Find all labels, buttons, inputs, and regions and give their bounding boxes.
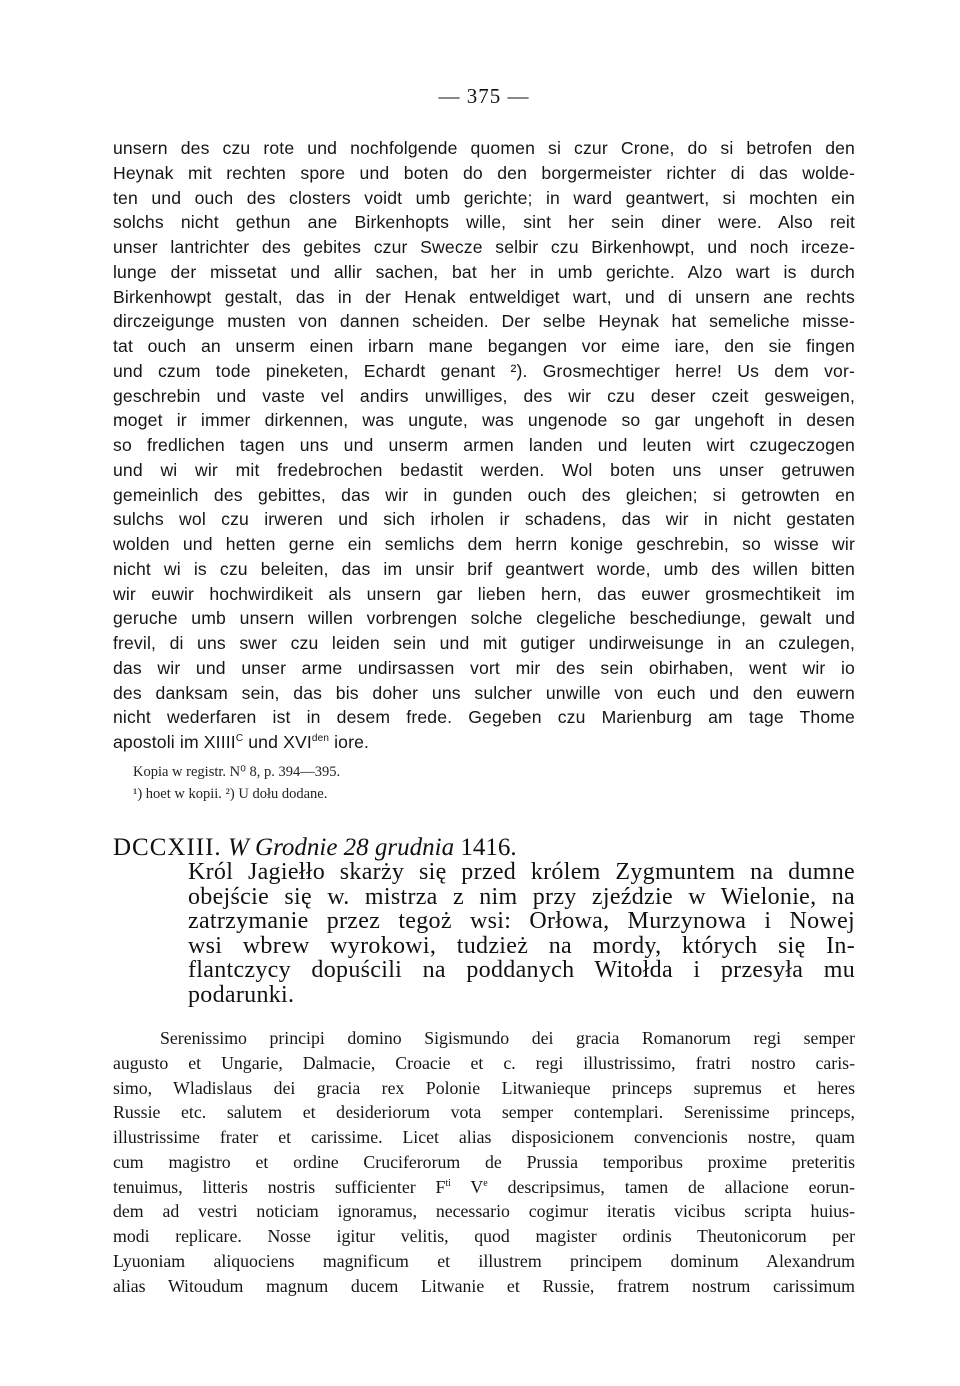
summary-line: obejście się w. mistrza z nim przy zjeździe w Wielonie, na xyxy=(188,883,855,910)
text-line: Lyuoniam aliquociens magnificum et illustrem principem dominum Alexandrum xyxy=(113,1250,855,1271)
text-line: das wir und unser arme undirsassen vort mir des sein obirhaben, went wir io xyxy=(113,657,855,678)
summary-line: Król Jagiełło skarży się przed królem Zygmuntem na dumne xyxy=(188,859,855,885)
text-line: und czum tode pineketen, Echardt genant ²). Grosmechtiger herre! Us dem vor- xyxy=(113,360,855,381)
text-line: unser lantrichter des gebites czur Swecze selbir czu Birkenhowpt, und noch irceze- xyxy=(113,237,855,257)
text-line: lunge der missetat und allir sachen, bat her in umb gerichte. Alzo wart is durch xyxy=(113,261,855,282)
superscript: den xyxy=(311,733,330,744)
text-line: geruche umb unsern willen vorbrengen solche clegeliche beschediunge, gewalt und xyxy=(113,608,855,629)
text-line: unsern des czu rote und nochfolgende quomen si czur Crone, do si betrofen den xyxy=(113,138,855,158)
text-line: moget ir immer dirkennen, was ungute, was ungenode so gar ungehoft in desen xyxy=(113,410,855,431)
text-line: Heynak mit rechten spore und boten do den borgermeister richter di das wolde- xyxy=(113,162,855,183)
text-line: frevil, di uns swer czu leiden sein und mit gutiger undirweisunge in an czulegen, xyxy=(113,633,855,653)
text-line: alias Witoudum magnum ducem Litwanie et Russie, fratrem nostrum carissimum xyxy=(113,1275,855,1296)
document-summary xyxy=(188,860,855,1008)
date-text: und XVI xyxy=(243,732,312,752)
text-line xyxy=(113,1175,855,1200)
text-line: ten und ouch des closters voidt umb gerichte; in ward geantwert, si mochten ein xyxy=(113,187,855,208)
text-line: illustrissime frater et carissime. Licet alias disposicionem convencionis nostre, quam xyxy=(113,1127,855,1147)
text-line: simo, Wladislaus dei gracia rex Polonie Litwanieque princeps supremus et heres xyxy=(113,1077,855,1098)
date-text: iore. xyxy=(329,732,370,752)
text-line: augusto et Ungarie, Dalmacie, Croacie et c. regi illustrissimo, fratri nostro caris- xyxy=(113,1052,855,1073)
text-line-final xyxy=(113,730,855,755)
summary-line: zatrzymanie przez tegoż wsi: Orłowa, Murzynowa i Nowej xyxy=(188,908,855,935)
text-line: Russie etc. salutem et desideriorum vota semper contemplari. Serenissime princeps, xyxy=(113,1102,855,1123)
text-line: solchs nicht gethun ane Birkenhopts wille, sint her sein diner were. Also reit xyxy=(113,212,855,233)
text-line: wir euwir hochwirdikeit als unsern gar lieben hern, das euwer grosmechtikeit im xyxy=(113,583,855,604)
text-line: dem ad vestri noticiam ignoramus, necessario cogimur iteratis vicibus scripta huius- xyxy=(113,1201,855,1222)
text-line: des danksam sein, das bis doher uns sulcher unwille von euch und den euwern xyxy=(113,682,855,703)
superscript: C xyxy=(235,733,244,744)
superscript: ti xyxy=(445,1177,451,1189)
text-fragment: descripsimus, tamen de allacione eorun- xyxy=(487,1176,855,1197)
summary-line: flantczycy dopuścili na poddanych Witołda i przesyła mu xyxy=(188,957,855,984)
text-line: sulchs wol czu irweren und sich irholen ir schadens, das wir in nicht gestaten xyxy=(113,509,855,530)
footnotes: ¹) hoet w kopii. ²) U dołu dodane. xyxy=(133,786,328,802)
text-line: nicht wederfaren ist in desem frede. Gegeben czu Marienburg am tage Thome xyxy=(113,707,855,728)
page-number: — 375 — xyxy=(438,84,530,108)
summary-line: wsi wbrew wyrokowi, tudzież na mordy, których się In- xyxy=(188,932,855,959)
text-line: so fredlichen tagen uns und unserm armen landen und leuten wirt czugeczogen xyxy=(113,435,855,455)
text-line: und wi wir mit fredebrochen bedastit werden. Wol boten uns unser getruwen xyxy=(113,459,855,480)
superscript: e xyxy=(483,1177,488,1189)
document-number: DCCXIII. xyxy=(113,834,222,861)
document-place-date: W Grodnie 28 grudnia xyxy=(227,834,455,861)
text-line: Serenissimo principi domino Sigismundo dei gracia Romanorum regi semper xyxy=(160,1028,855,1048)
text-line: dirczeigunge musten von dannen scheiden. Der selbe Heynak hat semeliche misse- xyxy=(113,311,855,332)
document-year: 1416. xyxy=(460,834,517,861)
text-line: gemeinlich des gebittes, das wir in gunden ouch des gleichen; si getrowten en xyxy=(113,484,855,505)
document-heading xyxy=(113,834,855,862)
editorial-notes xyxy=(133,761,733,805)
text-line: tat ouch an unserm einen irbarn mane begangen vor eime iare, den sie fingen xyxy=(113,336,855,356)
source-note: Kopia w registr. N⁰ 8, p. 394—395. xyxy=(133,764,341,780)
summary-line: podarunki. xyxy=(188,981,295,1008)
text-line: modi replicare. Nosse igitur velitis, quod magister ordinis Theutonicorum per xyxy=(113,1226,855,1246)
text-line: wolden und hetten gerne ein semlichs dem herrn konige geschrebin, so wisse wir xyxy=(113,534,855,554)
text-fragment: tenuimus, litteris nostris sufficienter F xyxy=(113,1176,446,1197)
text-line: geschrebin und vaste vel andirs unwilliges, des wir czu deser czeit gesweigen, xyxy=(113,385,855,406)
text-fragment: V xyxy=(450,1176,484,1197)
text-line: cum magistro et ordine Cruciferorum de Prussia temporibus proxime preteritis xyxy=(113,1151,855,1172)
text-line: nicht wi is czu beleiten, das im unsir brif geantwert worde, umb des willen bitten xyxy=(113,558,855,579)
text-line: Birkenhowpt gestalt, das in der Henak entweldiget wart, und di unsern ane rechts xyxy=(113,286,855,307)
latin-letter-text xyxy=(113,1026,855,1298)
date-text: apostoli im XIIII xyxy=(113,732,236,752)
german-letter-text xyxy=(113,136,855,755)
